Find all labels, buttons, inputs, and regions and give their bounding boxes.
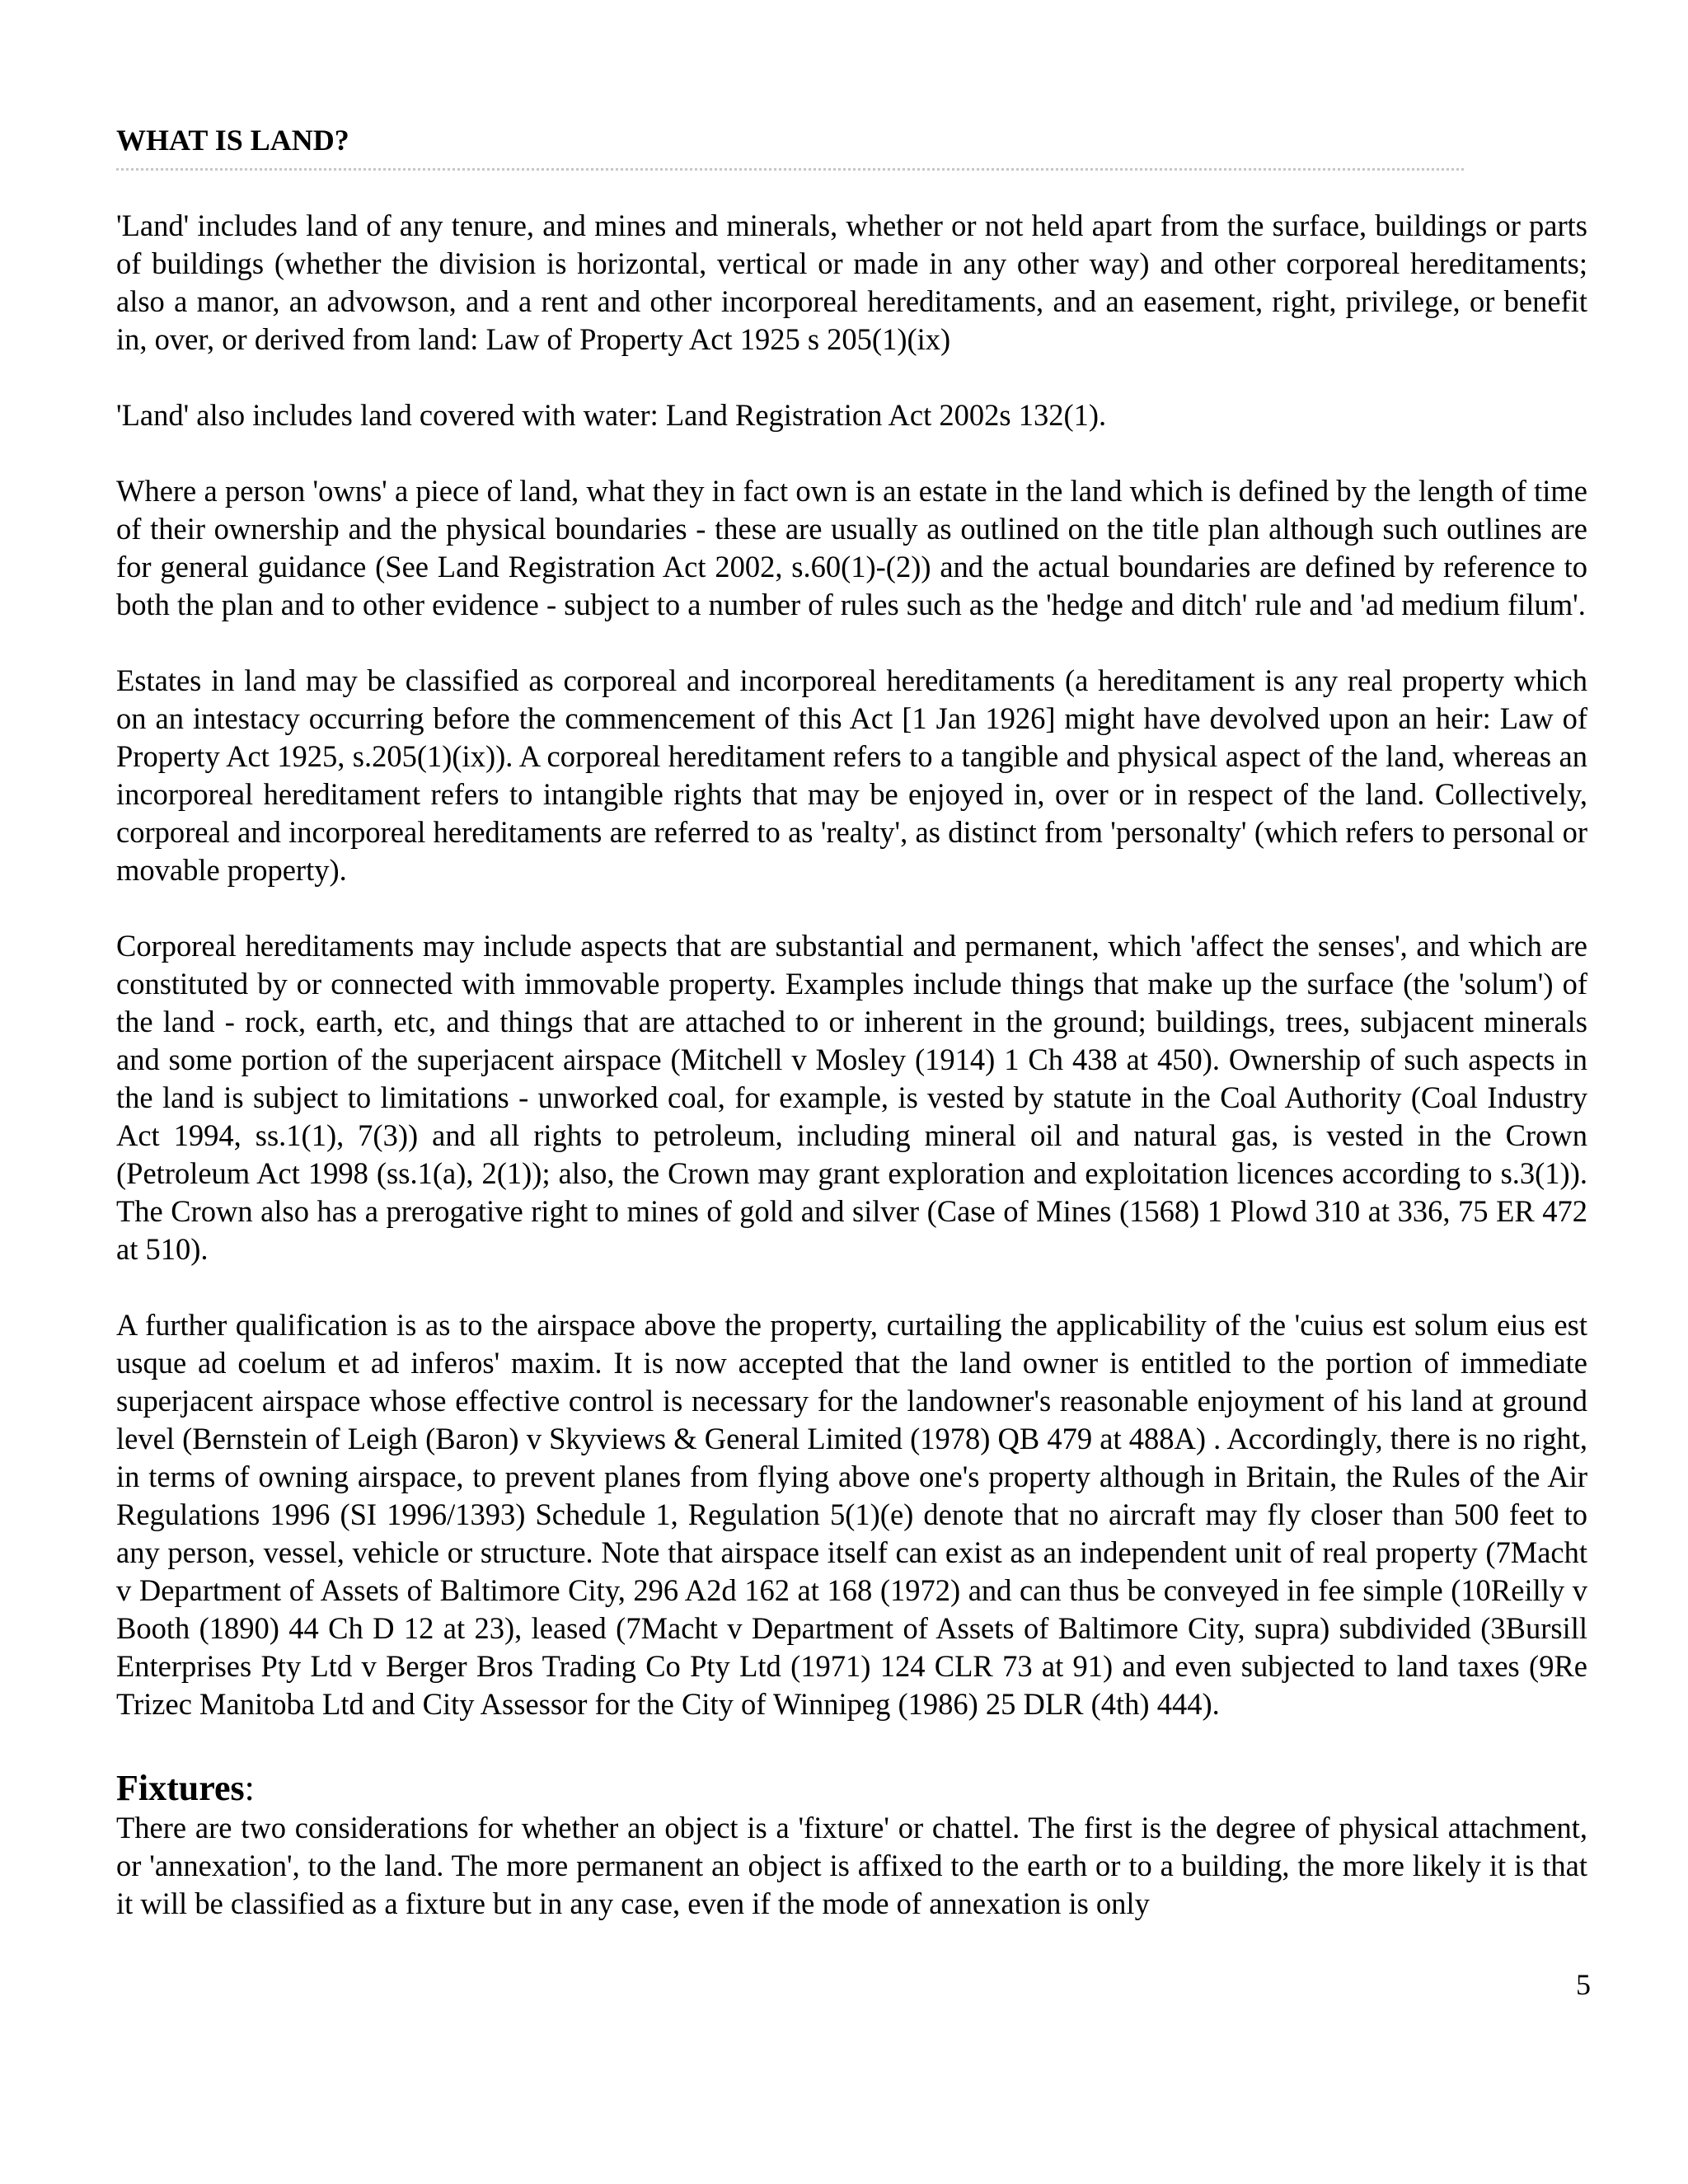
paragraph-land-water: 'Land' also includes land covered with water: Land Registration Act 2002s 132(1).	[116, 398, 1107, 432]
section-heading: WHAT IS LAND?	[116, 124, 349, 157]
page-number: 5	[1576, 1968, 1591, 2001]
paragraph-fixtures: There are two considerations for whether an object is a 'fixture' or chattel. The first is the degree of physical attachment, or 'annexation', to the land. The more permanent an object is affixed to the earth or to a building, the more likely it is that it will be classified as a fixture but in any case, even if the mode of annexation is only	[116, 1811, 1587, 1920]
paragraph-land-definition: 'Land' includes land of any tenure, and mines and minerals, whether or not held apart from the surface, buildings or parts of buildings (whether the division is horizontal, vertical or made in any other way) and other corporeal hereditaments; also a manor, an advowson, and a rent and other incorporeal hereditaments, and an easement, right, privilege, or benefit in, over, or derived from land: Law of Property Act 1925 s 205(1)(ix)	[116, 209, 1587, 356]
paragraph-airspace: A further qualification is as to the airspace above the property, curtailing the applicability of the 'cuius est solum eius est usque ad coelum et ad inferos' maxim. It is now accepted that the land owner is entitled to the portion of immediate superjacent airspace whose effective control is necessary for the landowner's reasonable enjoyment of his land at ground level (Bernstein of Leigh (Baron) v Skyviews & General Limited (1978) QB 479 at 488A) . Accordingly, there is no right, in terms of owning airspace, to prevent planes from flying above one's property although in Britain, the Rules of the Air Regulations 1996 (SI 1996/1393) Schedule 1, Regulation 5(1)(e) denote that no aircraft may fly closer than 500 feet to any person, vessel, vehicle or structure. Note that airspace itself can exist as an independent unit of real property (7Macht v Department of Assets of Baltimore City, 296 A2d 162 at 168 (1972) and can thus be conveyed in fee simple (10Reilly v Booth (1890) 44 Ch D 12 at 23), leased (7Macht v Department of Assets of Baltimore City, supra) subdivided (3Bursill Enterprises Pty Ltd v Berger Bros Trading Co Pty Ltd (1971) 124 CLR 73 at 91) and even subjected to land taxes (9Re Trizec Manitoba Ltd and City Assessor for the City of Winnipeg (1986) 25 DLR (4th) 444).	[116, 1308, 1587, 1721]
fixtures-colon: :	[244, 1768, 255, 1808]
heading-divider	[116, 168, 1464, 171]
paragraph-corporeal: Corporeal hereditaments may include aspects that are substantial and permanent, which 'affect the senses', and which are constituted by or connected with immovable property. Examples include things that make up the surface (the 'solum') of the land - rock, earth, etc, and things that are attached to or inherent in the ground; buildings, trees, subjacent minerals and some portion of the superjacent airspace (Mitchell v Mosley (1914) 1 Ch 438 at 450). Ownership of such aspects in the land is subject to limitations - unworked coal, for example, is vested by statute in the Coal Authority (Coal Industry Act 1994, ss.1(1), 7(3)) and all rights to petroleum, including mineral oil and natural gas, is vested in the Crown (Petroleum Act 1998 (ss.1(a), 2(1)); also, the Crown may grant exploration and exploitation licences according to s.3(1)). The Crown also has a prerogative right to mines of gold and silver (Case of Mines (1568) 1 Plowd 310 at 336, 75 ER 472 at 510).	[116, 929, 1587, 1266]
fixtures-heading	[116, 1768, 1587, 1809]
fixtures-title: Fixtures	[116, 1768, 245, 1808]
paragraph-estates: Estates in land may be classified as corporeal and incorporeal hereditaments (a hereditament is any real property which on an intestacy occurring before the commencement of this Act [1 Jan 1926] might have devolved upon an heir: Law of Property Act 1925, s.205(1)(ix)). A corporeal hereditament refers to a tangible and physical aspect of the land, whereas an incorporeal hereditament refers to intangible rights that may be enjoyed in, over or in respect of the land. Collectively, corporeal and incorporeal hereditaments are referred to as 'realty', as distinct from 'personalty' (which refers to personal or movable property).	[116, 663, 1587, 887]
paragraph-ownership: Where a person 'owns' a piece of land, what they in fact own is an estate in the land which is defined by the length of time of their ownership and the physical boundaries - these are usually as outlined on the title plan although such outlines are for general guidance (See Land Registration Act 2002, s.60(1)-(2)) and the actual boundaries are defined by reference to both the plan and to other evidence - subject to a number of rules such as the 'hedge and ditch' rule and 'ad medium filum'.	[116, 474, 1587, 621]
